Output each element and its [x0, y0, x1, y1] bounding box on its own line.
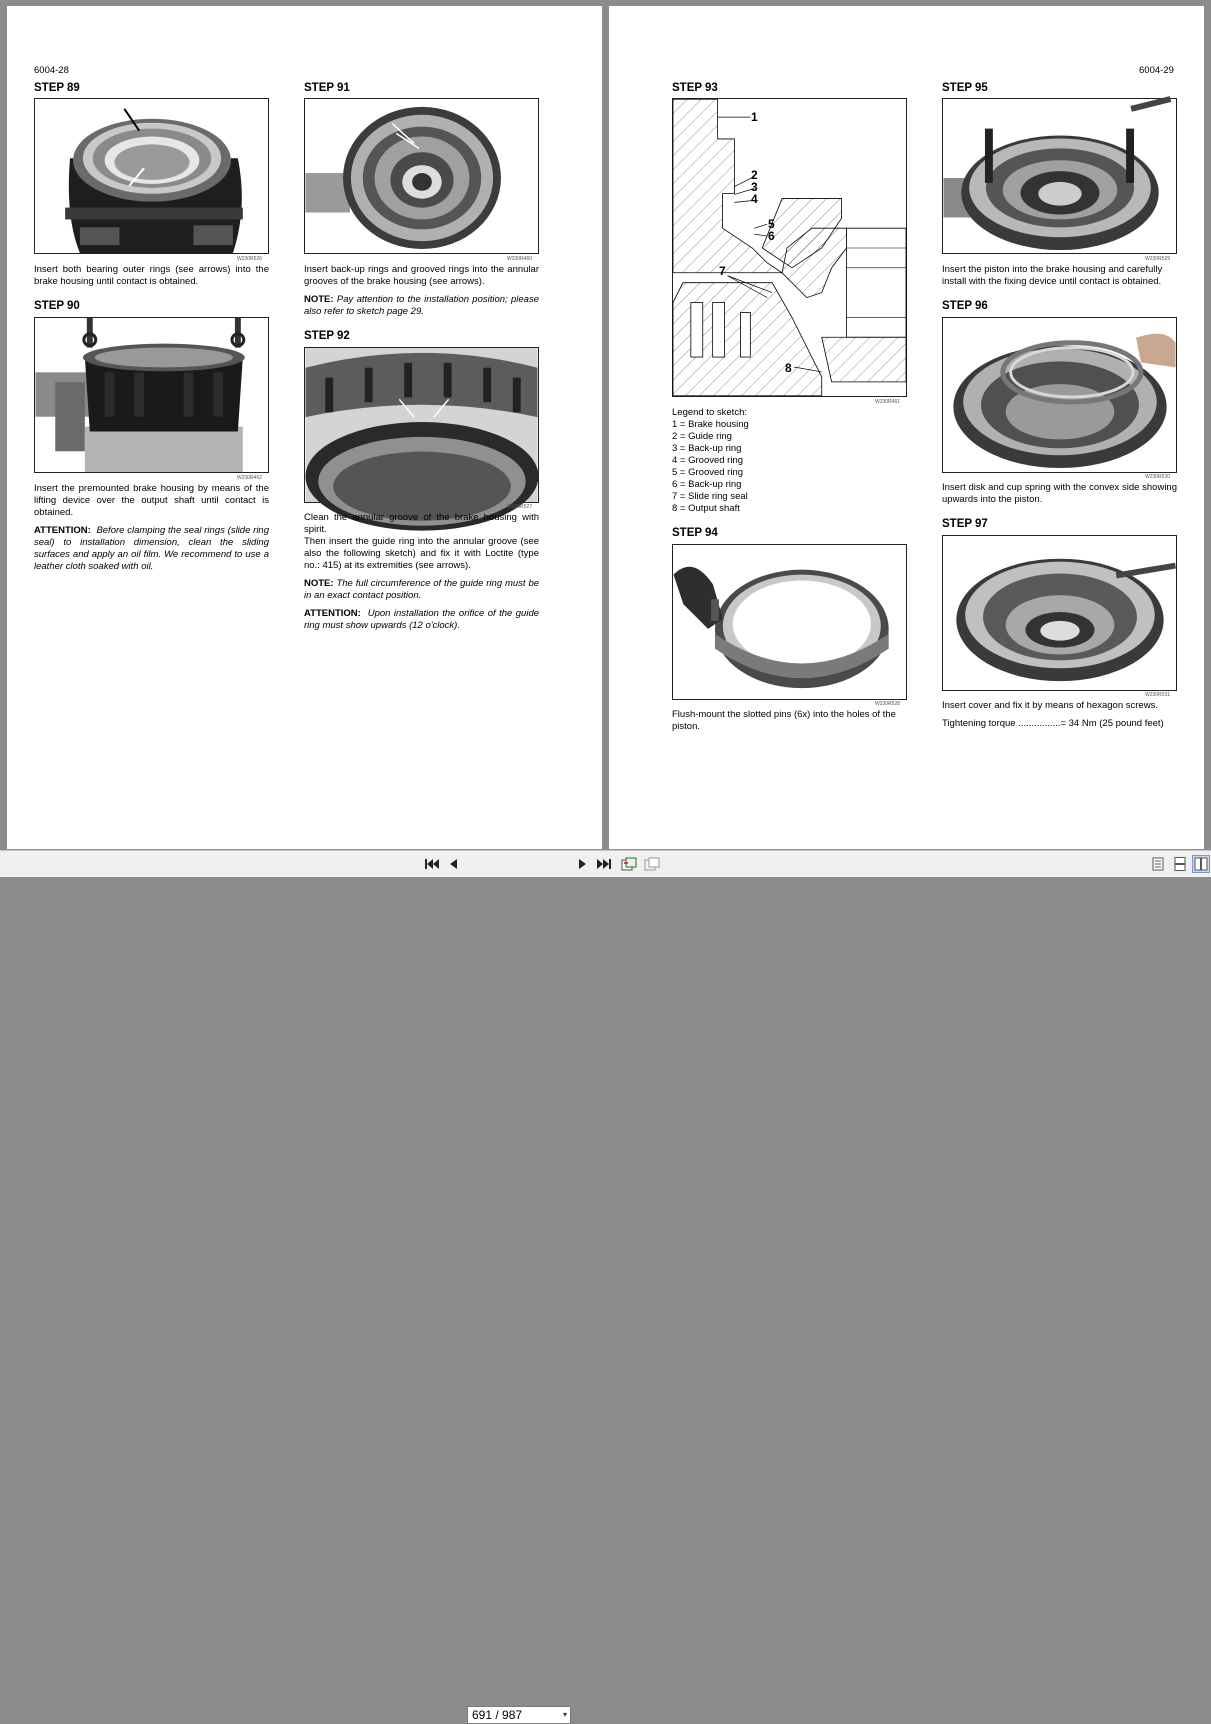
figure-code: W230R527 — [507, 504, 533, 510]
chevron-down-icon[interactable]: ▾ — [562, 1710, 567, 1719]
step-91-title: STEP 91 — [304, 82, 350, 94]
last-page-icon[interactable] — [596, 855, 612, 873]
right-page — [609, 6, 1204, 849]
step-89-photo — [34, 98, 269, 254]
legend-item: 6 = Back-up ring — [672, 479, 742, 490]
step-92-text-2: Then insert the guide ring into the annular groove (see also the following sketch) and fix it with Loctite (type no.: 415) at its extremities (see arrows). — [304, 536, 539, 571]
callout-4: 4 — [751, 192, 758, 206]
step-95-photo — [942, 98, 1177, 254]
legend-item: 8 = Output shaft — [672, 503, 740, 514]
figure-code: W230R526 — [237, 256, 263, 262]
step-89-text: Insert both bearing outer rings (see arrows) into the brake housing until contact is obtained. — [34, 264, 269, 287]
next-page-icon[interactable] — [576, 855, 590, 873]
viewer-toolbar — [0, 850, 1211, 1722]
attention-label: ATTENTION: — [34, 525, 91, 536]
legend-item: 2 = Guide ring — [672, 431, 732, 442]
first-page-icon[interactable] — [424, 855, 440, 873]
step-93-title: STEP 93 — [672, 82, 718, 94]
note-label: NOTE: — [304, 294, 334, 305]
legend-item: 3 = Back-up ring — [672, 443, 742, 454]
legend-item: 1 = Brake housing — [672, 419, 749, 430]
figure-code: W230R530 — [1145, 474, 1171, 480]
page-number: 6004-29 — [1139, 65, 1174, 76]
step-92-text-1: Clean the annular groove of the brake housing with spirit. — [304, 512, 539, 535]
single-page-view-icon[interactable] — [1150, 855, 1166, 873]
step-92-title: STEP 92 — [304, 330, 350, 342]
step-90-text: Insert the premounted brake housing by means of the lifting device over the output shaft until contact is obtained. — [34, 483, 269, 518]
step-90-title: STEP 90 — [34, 300, 80, 312]
callout-2: 2 — [751, 168, 758, 182]
step-92-text-block — [304, 512, 539, 632]
legend-item: 7 = Slide ring seal — [672, 491, 748, 502]
tightening-torque: Tightening torque ................= 34 Nm (25 pound feet) — [942, 718, 1164, 729]
step-94-title: STEP 94 — [672, 527, 718, 539]
legend-item: 4 = Grooved ring — [672, 455, 744, 466]
page-indicator: 691 / 987 — [472, 1708, 523, 1722]
step-95-title: STEP 95 — [942, 82, 988, 94]
rotate-icon[interactable] — [620, 855, 638, 873]
continuous-view-icon[interactable] — [1172, 855, 1188, 873]
step-94-text: Flush-mount the slotted pins (6x) into the holes of the piston. — [672, 709, 896, 732]
figure-code: W230R461 — [875, 399, 901, 405]
attention-text: Upon installation the orifice of the guide ring must show upwards (12 o'clock). — [304, 608, 540, 631]
figure-code: W230R529 — [1145, 256, 1171, 262]
step-96-title: STEP 96 — [942, 300, 988, 312]
attention-text: Before clamping the seal rings (slide ring seal) to installation dimension, clean the sliding surfaces and apply an oil film. We recommend to use a leather cloth soaked with oil. — [34, 525, 269, 572]
step-91-photo — [304, 98, 539, 254]
legend-item: 5 = Grooved ring — [672, 467, 744, 478]
step-92-attention — [304, 608, 539, 632]
step-97-photo — [942, 535, 1177, 691]
figure-code: W230R460 — [507, 256, 533, 262]
note-text: Pay attention to the installation position; please also refer to sketch page 29. — [304, 294, 539, 317]
copy-icon[interactable] — [643, 855, 661, 873]
page-number-input[interactable] — [467, 1706, 571, 1724]
previous-page-icon[interactable] — [446, 855, 460, 873]
step-94-photo — [672, 544, 907, 700]
note-text: The full circumference of the guide ring must be in an exact contact position. — [304, 578, 540, 601]
callout-3: 3 — [751, 180, 758, 194]
two-page-view-icon[interactable] — [1192, 855, 1210, 873]
step-93-sketch — [672, 98, 907, 397]
callout-1: 1 — [751, 110, 758, 124]
callout-7: 7 — [719, 264, 726, 278]
figure-code: W230R531 — [1145, 692, 1171, 698]
figure-code: W230R462 — [237, 475, 263, 481]
step-97-title: STEP 97 — [942, 518, 988, 530]
callout-6: 6 — [768, 229, 775, 243]
step-92-photo — [304, 347, 539, 503]
step-92-note — [304, 578, 539, 602]
sketch-legend — [672, 407, 749, 515]
left-page — [7, 6, 602, 849]
figure-code: W230R528 — [875, 701, 901, 707]
legend-title: Legend to sketch: — [672, 407, 747, 418]
page-number: 6004-28 — [34, 65, 69, 76]
attention-label: ATTENTION: — [304, 608, 361, 619]
step-96-text: Insert disk and cup spring with the convex side showing upwards into the piston. — [942, 482, 1177, 505]
callout-8: 8 — [785, 361, 792, 375]
step-90-photo — [34, 317, 269, 473]
callout-5: 5 — [768, 217, 775, 231]
step-90-text-block — [34, 483, 269, 573]
note-label: NOTE: — [304, 578, 334, 589]
step-91-text: Insert back-up rings and grooved rings into the annular grooves of the brake housing (see arrows). — [304, 264, 539, 287]
step-90-attention — [34, 525, 269, 573]
step-97-text-block — [942, 700, 1182, 730]
step-89-title: STEP 89 — [34, 82, 80, 94]
step-91-note — [304, 294, 539, 318]
step-96-photo — [942, 317, 1177, 473]
step-91-text-block — [304, 264, 539, 318]
step-97-text: Insert cover and fix it by means of hexagon screws. — [942, 700, 1158, 711]
step-95-text: Insert the piston into the brake housing and carefully install with the fixing device until contact is obtained. — [942, 264, 1163, 287]
